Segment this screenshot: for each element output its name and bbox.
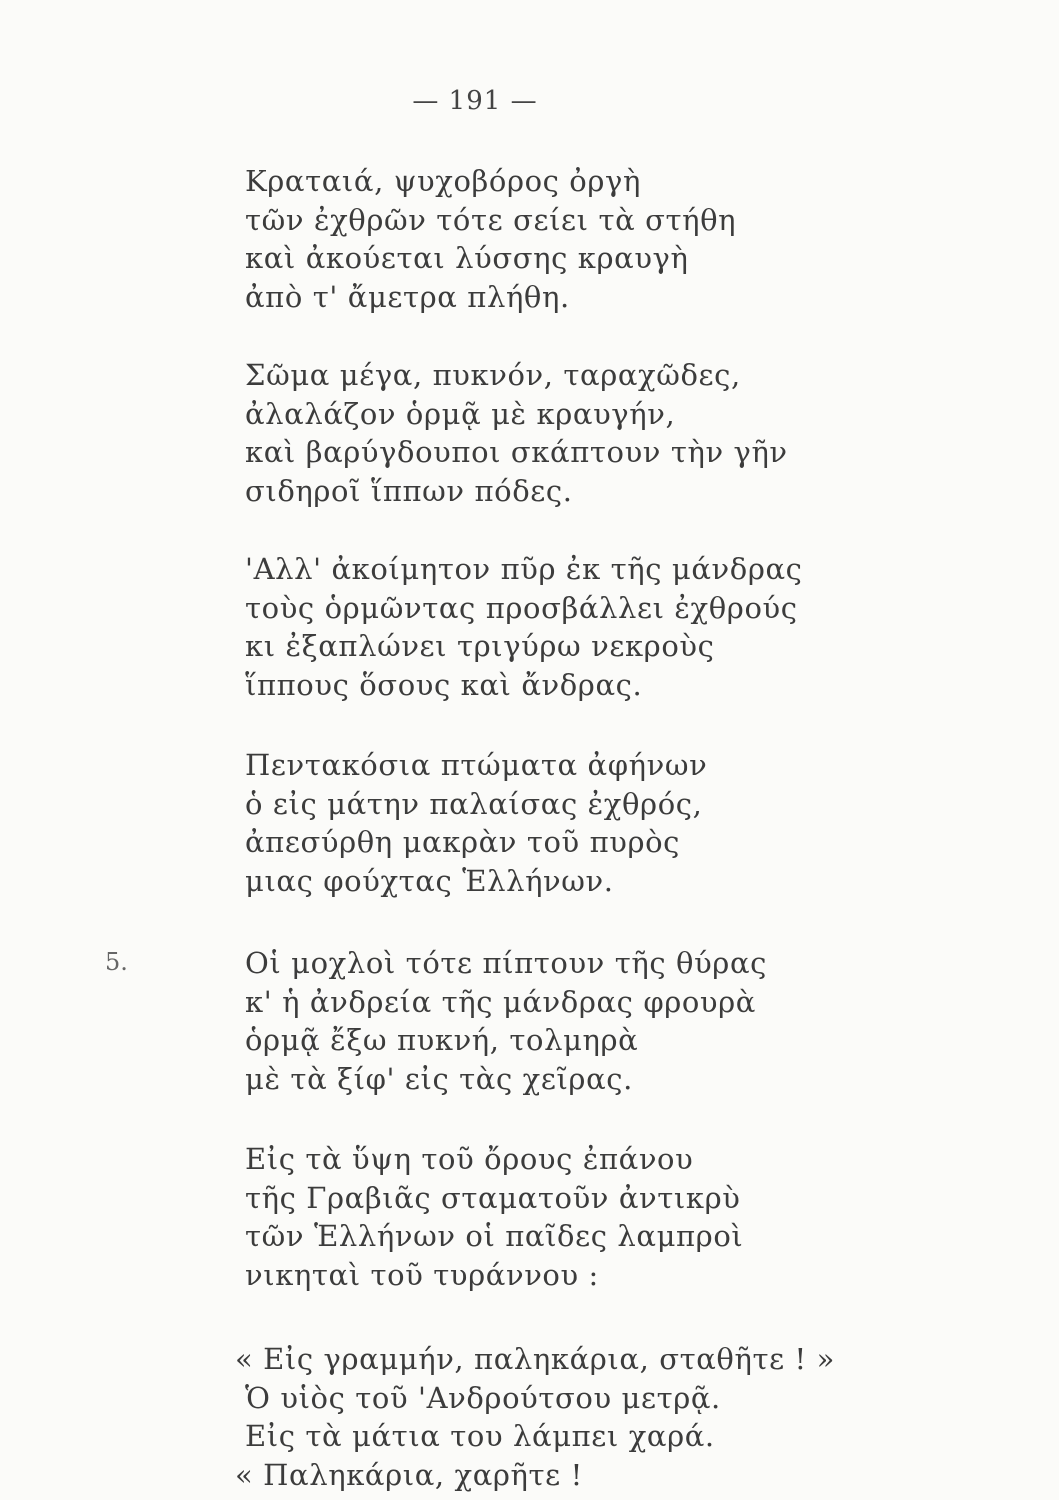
stanza-1 xyxy=(245,162,1005,316)
poem-line: ἀλαλάζον ὁρμᾷ μὲ κραυγήν, xyxy=(245,396,676,431)
poem-line: Εἰς τὰ ὕψη τοῦ ὄρους ἐπάνου xyxy=(245,1142,694,1176)
poem-line: Σῶμα μέγα, πυκνόν, ταραχῶδες, xyxy=(245,358,741,392)
poem-line: τῶν ἐχθρῶν τότε σείει τὰ στήθη xyxy=(245,202,737,237)
poem-line: τοὺς ὁρμῶντας προσβάλλει ἐχθρούς xyxy=(245,590,798,625)
poem-line: κ' ἡ ἀνδρεία τῆς μάνδρας φρουρὰ xyxy=(245,984,756,1019)
poem-line: κι ἐξαπλώνει τριγύρω νεκροὺς xyxy=(245,629,715,663)
poem-line: 'Αλλ' ἀκοίμητον πῦρ ἐκ τῆς μάνδρας xyxy=(245,552,803,586)
stanza-5 xyxy=(105,944,1005,1098)
stanza-4 xyxy=(245,746,1005,900)
poem-line: Οἱ μοχλοὶ τότε πίπτουν τῆς θύρας xyxy=(245,946,767,980)
poem-line: τῆς Γραβιᾶς σταματοῦν ἀντικρὺ xyxy=(245,1180,741,1215)
poem-line: καὶ βαρύγδουποι σκάπτουν τὴν γῆν xyxy=(245,435,788,469)
stanza-number: 5. xyxy=(105,948,128,976)
stanza-6 xyxy=(245,1140,1005,1294)
poem-line: μὲ τὰ ξίφ' εἰς τὰς χεῖρας. xyxy=(245,1061,633,1096)
poem-line: ἀπὸ τ' ἄμετρα πλήθη. xyxy=(245,279,570,314)
poem-line: σιδηροῖ ἵππων πόδες. xyxy=(245,473,573,508)
poem-line: Εἰς τὰ μάτια του λάμπει χαρά. xyxy=(245,1419,715,1453)
poem-line: « Εἰς γραμμήν, παληκάρια, σταθῆτε ! » xyxy=(235,1342,835,1376)
poem-line: ἵππους ὅσους καὶ ἄνδρας. xyxy=(245,667,643,702)
poem-line: μιας φούχτας Ἑλλήνων. xyxy=(245,863,614,898)
poem-line: Κραταιά, ψυχοβόρος ὀργὴ xyxy=(245,164,641,198)
poem xyxy=(105,162,1005,1494)
poem-line: « Παληκάρια, χαρῆτε ! xyxy=(235,1457,583,1492)
poem-line: Ὁ υἱὸς τοῦ 'Ανδρούτσου μετρᾷ. xyxy=(245,1380,721,1415)
poem-line: καὶ ἀκούεται λύσσης κραυγὴ xyxy=(245,241,689,275)
poem-line: ἀπεσύρθη μακρὰν τοῦ πυρὸς xyxy=(245,825,681,859)
stanza-3 xyxy=(245,550,1005,704)
poem-line: ὁρμᾷ ἔξω πυκνή, τολμηρὰ xyxy=(245,1023,639,1057)
poem-line: τῶν Ἑλλήνων οἱ παῖδες λαμπροὶ xyxy=(245,1219,744,1253)
poem-line: νικηταὶ τοῦ τυράννου : xyxy=(245,1257,599,1292)
stanza-7 xyxy=(235,1340,1005,1494)
poem-line: ὁ εἰς μάτην παλαίσας ἐχθρός, xyxy=(245,786,703,821)
stanza-2 xyxy=(245,356,1005,510)
poem-line: Πεντακόσια πτώματα ἀφήνων xyxy=(245,748,708,782)
page-number: — 191 — xyxy=(412,86,538,116)
